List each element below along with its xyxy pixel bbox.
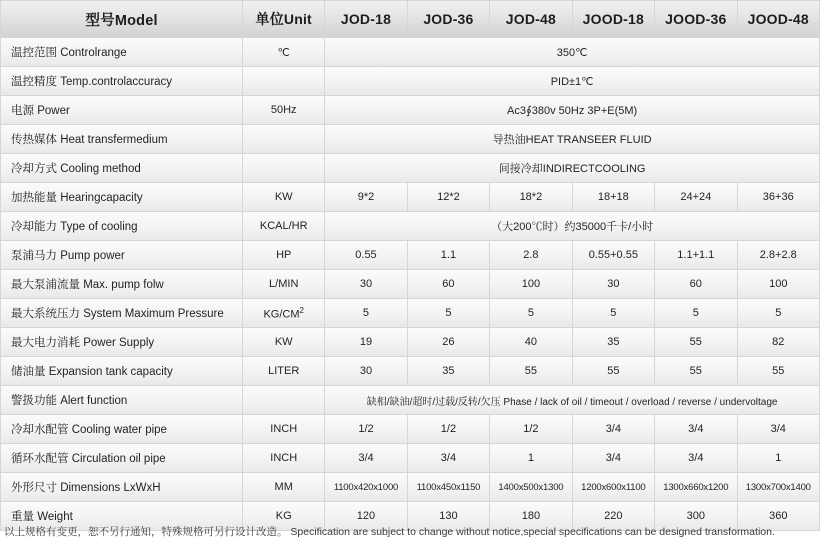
row-unit: HP — [243, 241, 325, 270]
row-value: 9*2 — [325, 183, 407, 212]
row-value: 82 — [737, 328, 819, 357]
row-value: 3/4 — [655, 444, 737, 473]
row-unit — [243, 386, 325, 415]
row-label: 温控精度 Temp.controlaccuracy — [1, 67, 243, 96]
column-header-jod-48: JOD-48 — [490, 1, 572, 38]
row-value: 36+36 — [737, 183, 819, 212]
row-value: 3/4 — [655, 415, 737, 444]
row-value: 5 — [407, 299, 489, 328]
table-header — [1, 1, 820, 38]
table-row — [1, 67, 820, 96]
row-label: 泵浦马力 Pump power — [1, 241, 243, 270]
row-unit: KW — [243, 328, 325, 357]
row-value: 1 — [490, 444, 572, 473]
table-row — [1, 241, 820, 270]
row-unit: KCAL/HR — [243, 212, 325, 241]
column-header-jood-48: JOOD-48 — [737, 1, 819, 38]
table-row — [1, 473, 820, 502]
row-label: 冷却水配管 Cooling water pipe — [1, 415, 243, 444]
row-value: 0.55 — [325, 241, 407, 270]
table-row — [1, 386, 820, 415]
row-value: 1 — [737, 444, 819, 473]
table-row — [1, 328, 820, 357]
row-unit — [243, 125, 325, 154]
row-value: 35 — [407, 357, 489, 386]
row-value: 3/4 — [572, 415, 654, 444]
row-value: 40 — [490, 328, 572, 357]
row-value: 35 — [572, 328, 654, 357]
table-row — [1, 38, 820, 67]
row-value: 55 — [572, 357, 654, 386]
row-label: 最大电力消耗 Power Supply — [1, 328, 243, 357]
row-value: 55 — [737, 357, 819, 386]
row-value: 19 — [325, 328, 407, 357]
row-unit: KG — [243, 502, 325, 531]
row-merged-value: （大200℃时）约35000千卡/小时 — [325, 212, 820, 241]
row-value: 2.8+2.8 — [737, 241, 819, 270]
row-unit: INCH — [243, 415, 325, 444]
row-value: 12*2 — [407, 183, 489, 212]
row-value: 1200x600x1100 — [572, 473, 654, 502]
row-unit — [243, 67, 325, 96]
table-body — [1, 38, 820, 531]
row-merged-value: 350℃ — [325, 38, 820, 67]
row-value: 60 — [407, 270, 489, 299]
row-merged-value: PID±1℃ — [325, 67, 820, 96]
row-value: 30 — [572, 270, 654, 299]
table-row — [1, 212, 820, 241]
row-merged-value: Ac3∮380v 50Hz 3P+E(5M) — [325, 96, 820, 125]
row-value: 5 — [572, 299, 654, 328]
row-label: 警扱功能 Alert function — [1, 386, 243, 415]
row-value: 1300x660x1200 — [655, 473, 737, 502]
row-value: 18*2 — [490, 183, 572, 212]
row-value: 55 — [655, 357, 737, 386]
row-value: 1/2 — [325, 415, 407, 444]
row-value: 2.8 — [490, 241, 572, 270]
table-row — [1, 154, 820, 183]
row-value: 130 — [407, 502, 489, 531]
row-value: 100 — [737, 270, 819, 299]
row-value: 30 — [325, 270, 407, 299]
row-label: 重量 Weight — [1, 502, 243, 531]
row-label: 传热媒体 Heat transfermedium — [1, 125, 243, 154]
row-value: 100 — [490, 270, 572, 299]
row-value: 5 — [655, 299, 737, 328]
row-unit: INCH — [243, 444, 325, 473]
footnote: 以上规格有变更，恕不另行通知，特殊规格可另行设计改造。 Specification are subject to change without notice,special specifications can be designed transformation. — [4, 526, 775, 538]
column-header-jood-36: JOOD-36 — [655, 1, 737, 38]
row-label: 电源 Power — [1, 96, 243, 125]
table-row — [1, 96, 820, 125]
column-header-jood-18: JOOD-18 — [572, 1, 654, 38]
row-label: 加热能量 Hearingcapacity — [1, 183, 243, 212]
row-value: 360 — [737, 502, 819, 531]
row-label: 冷却能力 Type of cooling — [1, 212, 243, 241]
row-unit: LITER — [243, 357, 325, 386]
row-label: 外形尺寸 Dimensions LxWxH — [1, 473, 243, 502]
table-row — [1, 415, 820, 444]
row-unit: KW — [243, 183, 325, 212]
row-label: 储油量 Expansion tank capacity — [1, 357, 243, 386]
superscript-two: 2 — [299, 305, 304, 315]
row-value: 120 — [325, 502, 407, 531]
row-unit: ℃ — [243, 38, 325, 67]
row-value: 3/4 — [407, 444, 489, 473]
column-header-unit: 单位Unit — [243, 1, 325, 38]
row-value: 1300x700x1400 — [737, 473, 819, 502]
row-unit: L/MIN — [243, 270, 325, 299]
row-value: 180 — [490, 502, 572, 531]
row-value: 1100x450x1150 — [407, 473, 489, 502]
row-value: 24+24 — [655, 183, 737, 212]
row-label: 温控范围 Controlrange — [1, 38, 243, 67]
row-value: 5 — [490, 299, 572, 328]
row-unit: $KG/CM^2$ — [243, 299, 325, 328]
row-label: 最大泵浦流量 Max. pump folw — [1, 270, 243, 299]
row-label: 循环水配管 Circulation oil pipe — [1, 444, 243, 473]
row-value: 0.55+0.55 — [572, 241, 654, 270]
row-label: 最大系统压力 System Maximum Pressure — [1, 299, 243, 328]
row-value: 1.1 — [407, 241, 489, 270]
table-row — [1, 270, 820, 299]
row-merged-value: 间接冷却INDIRECTCOOLING — [325, 154, 820, 183]
table-row — [1, 299, 820, 328]
row-merged-value: 缺相/缺油/超时/过载/反转/欠压 Phase / lack of oil / timeout / overload / reverse / undervoltage — [325, 386, 820, 415]
row-label: 冷却方式 Cooling method — [1, 154, 243, 183]
row-value: 18+18 — [572, 183, 654, 212]
header-row — [1, 1, 820, 38]
row-value: 1.1+1.1 — [655, 241, 737, 270]
column-header-jod-36: JOD-36 — [407, 1, 489, 38]
table-row — [1, 444, 820, 473]
row-unit: 50Hz — [243, 96, 325, 125]
row-merged-value: 导热油HEAT TRANSEER FLUID — [325, 125, 820, 154]
row-value: 5 — [325, 299, 407, 328]
row-value: 1/2 — [407, 415, 489, 444]
column-header-jod-18: JOD-18 — [325, 1, 407, 38]
row-value: 300 — [655, 502, 737, 531]
row-value: 55 — [655, 328, 737, 357]
row-value: 1/2 — [490, 415, 572, 444]
table-row — [1, 125, 820, 154]
row-value: 3/4 — [572, 444, 654, 473]
table-row — [1, 357, 820, 386]
row-value: 55 — [490, 357, 572, 386]
column-header-model: 型号Model — [1, 1, 243, 38]
row-value: 60 — [655, 270, 737, 299]
row-value: 1100x420x1000 — [325, 473, 407, 502]
row-value: 26 — [407, 328, 489, 357]
row-value: 3/4 — [325, 444, 407, 473]
row-unit — [243, 154, 325, 183]
table-row — [1, 183, 820, 212]
row-unit: MM — [243, 473, 325, 502]
row-value: 5 — [737, 299, 819, 328]
row-value: 1400x500x1300 — [490, 473, 572, 502]
row-value: 30 — [325, 357, 407, 386]
row-value: 220 — [572, 502, 654, 531]
row-value: 3/4 — [737, 415, 819, 444]
